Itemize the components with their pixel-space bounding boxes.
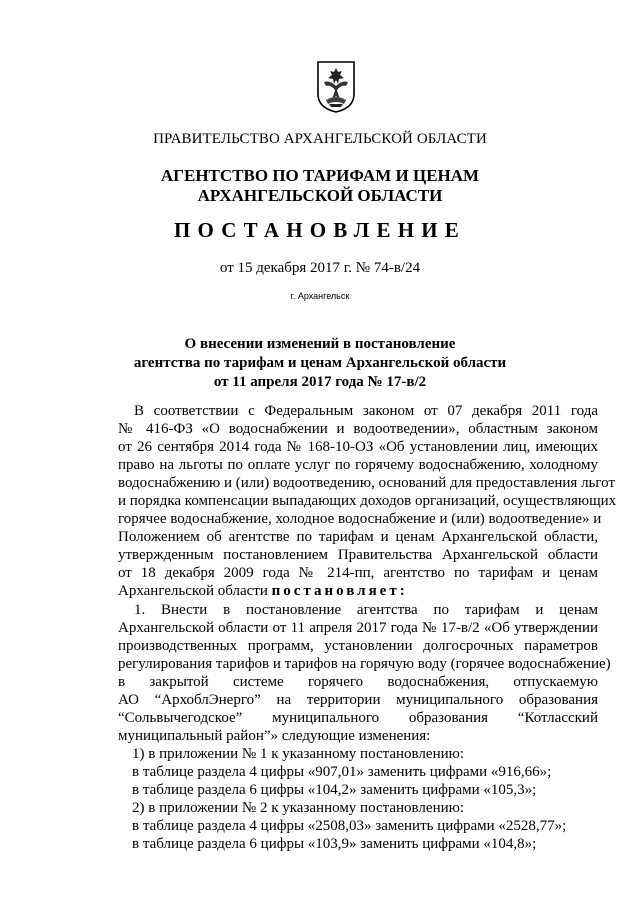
government-name: ПРАВИТЕЛЬСТВО АРХАНГЕЛЬСКОЙ ОБЛАСТИ xyxy=(153,131,487,147)
resolves-keyword: постановляет: xyxy=(271,583,408,600)
paragraph-1-line: право на льготы по оплате услуг по горячему водоснабжению, холодному xyxy=(118,457,598,474)
agency-name-line2: АРХАНГЕЛЬСКОЙ ОБЛАСТИ xyxy=(197,186,443,205)
amendment-item: в таблице раздела 4 цифры «907,01» заменить цифрами «916,66»; xyxy=(132,763,552,780)
paragraph-1-line: № 416-ФЗ «О водоснабжении и водоотведении», областным законом xyxy=(118,421,598,438)
document-body xyxy=(118,402,617,853)
paragraph-1-line: водоснабжению и (или) водоотведению, оснований для предоставления льгот xyxy=(118,475,616,492)
date-and-number: от 15 декабря 2017 г. № 74-в/24 xyxy=(219,260,421,276)
subject-line2: агентства по тарифам и ценам Архангельской области xyxy=(133,355,507,371)
paragraph-2-line: 1. Внести в постановление агентства по тарифам и ценам xyxy=(134,601,598,618)
amendment-item: в таблице раздела 6 цифры «104,2» заменить цифрами «105,3»; xyxy=(132,781,537,798)
amendment-item: в таблице раздела 4 цифры «2508,03» заменить цифрами «2528,77»; xyxy=(132,818,567,835)
paragraph-1-line: В соответствии с Федеральным законом от 07 декабря 2011 года xyxy=(134,403,598,419)
paragraph-2-line: АО “АрхоблЭнерго” на территории муниципального образования xyxy=(118,691,598,708)
paragraph-2-line: Архангельской области от 11 апреля 2017 года № 17-в/2 «Об утверждении xyxy=(118,619,598,636)
paragraph-2-line: муниципальный район”» следующие изменения: xyxy=(118,727,431,744)
paragraph-1-line: от 26 сентября 2014 года № 168-10-ОЗ «Об установлении лиц, имеющих xyxy=(118,439,598,456)
amendment-item: в таблице раздела 6 цифры «103,9» заменить цифрами «104,8»; xyxy=(132,836,537,853)
agency-name xyxy=(0,166,640,206)
city-name: г. Архангельск xyxy=(290,291,350,301)
amendment-item: 1) в приложении № 1 к указанному постановлению: xyxy=(132,745,464,762)
subject-line3: от 11 апреля 2017 года № 17-в/2 xyxy=(213,374,427,390)
paragraph-1-line: от 18 декабря 2009 года № 214-пп, агентство по тарифам и ценам xyxy=(118,565,598,582)
paragraph-2-line: в закрытой системе горячего водоснабжения, отпускаемую xyxy=(118,673,598,690)
paragraph-1-line: утвержденным постановлением Правительства Архангельской области xyxy=(118,547,598,564)
paragraph-1-last-prefix: Архангельской области xyxy=(118,583,272,600)
coat-of-arms-emblem xyxy=(316,60,356,114)
paragraph-1-line: Положением об агентстве по тарифам и ценам Архангельской области, xyxy=(118,529,598,546)
paragraph-2-line: регулирования тарифов и тарифов на горячую воду (горячее водоснабжение) xyxy=(118,655,611,672)
paragraph-1-line: горячее водоснабжение, холодное водоснабжение и (или) водоотведение» и xyxy=(118,511,602,528)
amendment-item: 2) в приложении № 2 к указанному постановлению: xyxy=(132,800,464,817)
paragraph-1-last-line xyxy=(118,582,598,600)
subject-line1: О внесении изменений в постановление xyxy=(184,336,456,352)
paragraph-2-line: производственных программ, установлении долгосрочных параметров xyxy=(118,637,598,654)
document-type: ПОСТАНОВЛЕНИЕ xyxy=(173,218,467,242)
agency-name-line1: АГЕНТСТВО ПО ТАРИФАМ И ЦЕНАМ xyxy=(160,166,480,185)
document-subject xyxy=(0,335,640,392)
paragraph-1-line: и порядка компенсации выпадающих доходов организаций, осуществляющих xyxy=(118,493,617,510)
paragraph-2-line: “Сольвычегодское” муниципального образования “Котласский xyxy=(118,709,598,726)
